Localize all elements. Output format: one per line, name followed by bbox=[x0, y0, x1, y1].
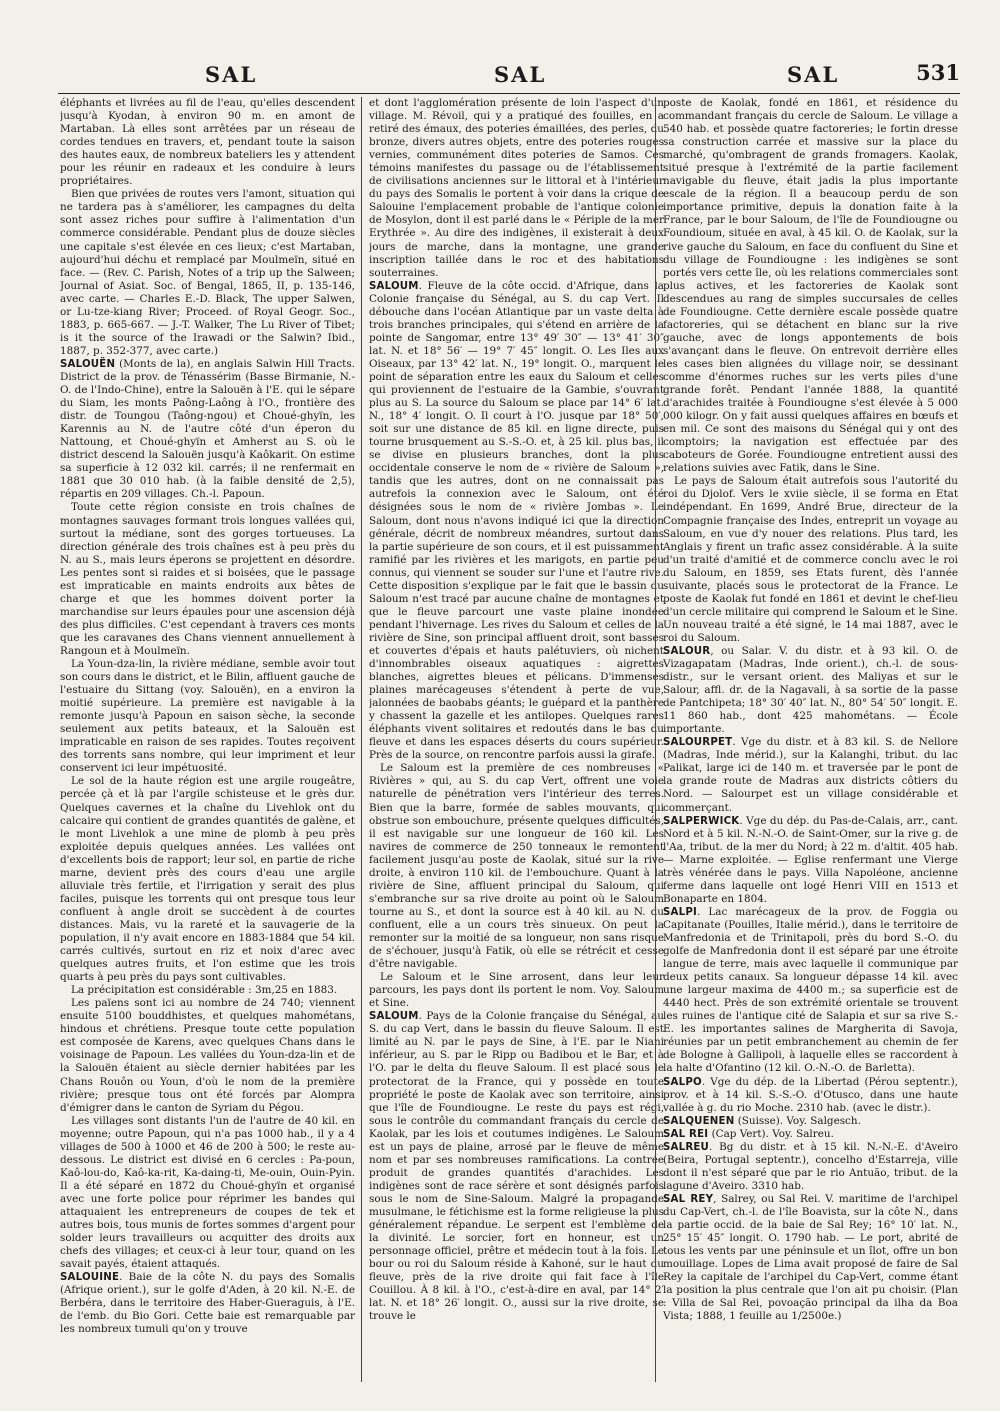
paragraph bbox=[60, 984, 355, 997]
dictionary-entry bbox=[663, 1115, 958, 1128]
paragraph-text: (Suisse). Voy. Salgesch. bbox=[734, 1114, 861, 1127]
entry-headword: SALPERWICK bbox=[663, 815, 740, 827]
page-number: 531 bbox=[916, 60, 960, 85]
entry-headword: SALPI bbox=[663, 906, 697, 918]
paragraph-text: . Bg du distr. et à 15 kil. N.-N.-E. d'Aveiro (Beira, Portugal septentr.), concelho d'Estarreja, ville dont il n'est séparé que par le rio Antuão, tribut. de la lagune d'Aveiro. 3310 hab. bbox=[663, 1140, 958, 1192]
paragraph-text: . Vge du dép. du Pas-de-Calais, arr., cant. Nord et à 5 kil. N.-N.-O. de Saint-Omer, sur la rive g. de l'Aa, tribut. de la mer du Nord; à 22 m. d'altit. 405 hab. — Marne exploitée. — Eglise renfermant une Vierge très vénérée dans le pays. Villa Napoléone, ancienne ferme dans laquelle ont logé Henri VIII en 1513 et Bonaparte en 1804. bbox=[663, 814, 958, 905]
running-header-left: SAL bbox=[205, 62, 258, 87]
paragraph-text: , ou Salar. V. du distr. et à 93 kil. O. de Vizagapatam (Madras, Inde orient.), ch.-l. de sous-distr., sur le versant orient. des Maliyas et sur le Salour, affl. dr. de la Nagavali, à sa sortie de la passe de Pantchipeta; 18° 30′ 40″ lat. N., 80° 54′ 50″ longit. E. 11 860 hab., dont 425 mahométans. — École importante. bbox=[663, 644, 958, 736]
entry-headword: SALOURPET bbox=[663, 737, 733, 749]
paragraph bbox=[60, 775, 355, 984]
paragraph-text: Le Saloum est la première de ces nombreuses « Rivières » qui, au S. du cap Vert, offrent une voie naturelle de pénétration vers l'intérieur des terres. Bien que la barre, formée de sables mouvants, qui obstrue son embouchure, présente quelques difficultés, il est navigable sur une longueur de 160 kil. Les navires de commerce de 250 tonneaux le remontent facilement jusqu'au poste de Kaolak, situé sur la rive droite, à environ 110 kil. de l'embouchure. Quant à la rivière de Sine, affluent principal du Saloum, qui s'embranche sur sa rive droite au point où le Saloum tourne au S., et dont la source est à 40 kil. au N. du confluent, elle a un cours très sinueux. On peut la remonter sur la moitié de sa longueur, non sans risque de s'échouer, jusqu'à Fatik, où elle se rétrécit et cesse d'être navigable. bbox=[369, 762, 664, 971]
paragraph-text: Toute cette région consiste en trois chaînes de montagnes sauvages formant trois longues vallées qui, surtout la médiane, sont des gorges tortueuses. La direction générale des trois chaînes est à peu près du N. au S., mais leurs éperons se projettent en désordre. Les pentes sont si raides et si boisées, que le passage est impraticable en maints endroits aux bêtes de charge et que les hommes doivent porter la marchandise sur leurs épaules pour une ascension déjà des plus difficiles. C'est cependant à travers ces monts que les caravanes des Chans viennent annuellement à Rangoun et à Moulmeïn. bbox=[60, 501, 355, 657]
dictionary-entry bbox=[663, 645, 958, 736]
dictionary-entry bbox=[60, 1271, 355, 1336]
paragraph bbox=[663, 97, 958, 475]
entry-headword: SALPO bbox=[663, 1076, 702, 1088]
entry-headword: SALOUINE bbox=[60, 1272, 120, 1284]
entry-headword: SALOUËN bbox=[60, 358, 116, 370]
text-column-3 bbox=[663, 97, 958, 1382]
dictionary-entry bbox=[663, 1193, 958, 1323]
paragraph-text: Le pays de Saloum était autrefois sous l'autorité du roi du Djolof. Vers le xviie siècle, il se forma en Etat indépendant. En 1699, André Brue, directeur de la Compagnie française des Indes, entreprit un voyage au Saloum, en vue d'y nouer des relations. Plus tard, les Anglais y firent un trafic assez considérable. À la suite d'un traité d'amitié et de commerce conclu avec le roi du Saloum, en 1859, ses Etats furent, dès l'année suivante, placés sous le protectorat de la France. Le poste de Kaolak fut fondé en 1861 et devint le chef-lieu d'un cercle militaire qui comprend le Saloum et le Sine. Un nouveau traité a été signé, le 14 mai 1887, avec le roi du Saloum. bbox=[663, 475, 958, 644]
paragraph-text: Le sol de la haute région est une argile rougeâtre, percée çà et là par l'argile schisteuse et le grès dur. Quelques cavernes et la chaîne du Livehlok ont du calcaire qui contient de grandes quantités de galène, et le mont Livehlok a une mine de plomb à peu près exploitée depuis quelques années. Les vallées ont d'excellents bois de rapport; leur sol, en partie de riche marne, devient près des cours d'eau une argile alluviale très fertile, et l'irrigation y serait des plus faciles, puisque les torrents qui ont presque tous leur confluent à angle droit se succèdent à de courtes distances. Mais, vu la rareté et la sauvagerie de la population, il n'y avait encore en 1883-1884 que 54 kil. carrés cultivés, surtout en riz et noix d'arec avec quelques autres fruits, et l'on estime que les trois quarts à peu près du pays sont cultivables. bbox=[60, 775, 355, 984]
paragraph bbox=[60, 997, 355, 1114]
entry-headword: SAL REI bbox=[663, 1128, 709, 1140]
entry-headword: SAL REY bbox=[663, 1193, 714, 1205]
dictionary-entry bbox=[663, 906, 958, 1076]
paragraph bbox=[369, 762, 664, 971]
running-header-center: SAL bbox=[494, 62, 547, 87]
dictionary-entry bbox=[369, 280, 664, 763]
paragraph-text: . Baie de la côte N. du pays des Somalis (Afrique orient.), sur le golfe d'Aden, à 20 kil. N.-E. de Berbéra, dans le territoire des Haber-Gueraguis, à l'E. de l'emb. du Bio Gori. Cette baie est remarquable par les nombreux tumuli qu'on y trouve bbox=[60, 1271, 355, 1336]
entry-headword: SALOUR bbox=[663, 645, 711, 657]
paragraph-text: , Salrey, ou Sal Rei. V. maritime de l'archipel du Cap-Vert, ch.-l. de l'île Boavista, sur la côte N., dans la partie occid. de la baie de Sal Rey; 16° 10′ lat. N., 25° 15′ 45″ longit. O. 1790 hab. — Le port, abrité de tous les vents par une péninsule et un îlot, offre un bon mouillage. Lopes de Lima avait proposé de faire de Sal Rey la capitale de l'archipel du Cap-Vert, comme étant la position la plus centrale que l'on ait pu choisir. (Plan : Villa de Sal Rei, povoação principal da ilha da Boa Vista; 1888, 1 feuille au 1/2500e.) bbox=[663, 1192, 958, 1323]
entry-headword: SALOUM bbox=[369, 1011, 419, 1023]
paragraph-text: (Monts de la), en anglais Salwin Hill Tracts. District de la prov. de Ténassérim (Basse Birmanie, N.-O. de l'Indo-Chine), entre la Salouën à l'E. qui le sépare du Siam, les monts Paông-Laông à l'O., frontière des distr. de Toungou (Taông-ngou) et Choué-ghyïn, les Karennis au N. de l'autre côté d'un éperon du Nattoung, et Choué-ghyïn et Amherst au S. où le district descend la Salouën jusqu'à Kaôkarit. On estime sa superficie à 12 032 kil. carrés; il ne renfermait en 1881 que 30 010 hab. (à la faible densité de 2,5), répartis en 209 villages. Ch.-l. Papoun. bbox=[60, 357, 355, 501]
text-column-2 bbox=[369, 97, 664, 1382]
entry-headword: SALREU bbox=[663, 1141, 709, 1153]
paragraph-text: La Youn-dza-lin, la rivière médiane, semble avoir tout son cours dans le district, et le Bilin, affluent gauche de l'estuaire du Sittang (voy. Salouën), en a environ la moitié supérieure. La première est navigable à la remonte jusqu'à Papoun en saison sèche, la seconde seulement aux petits bateaux, et la Salouën est impraticable en raison de ses rapides. Toutes reçoivent des torrents sans nombre, qui leur impriment et leur conservent ici leur impétuosité. bbox=[60, 658, 355, 775]
paragraph bbox=[60, 1115, 355, 1272]
text-column-1 bbox=[60, 97, 355, 1382]
paragraph bbox=[60, 658, 355, 775]
entry-headword: SALOUM bbox=[369, 280, 419, 292]
paragraph-text: et dont l'agglomération présente de loin l'aspect d'un village. M. Révoil, qui y a pratiqué des fouilles, en a retiré des émaux, des poteries émaillées, des perles, du bronze, divers autres objets, entre des poteries rouges vernies, communément dites poteries de Samos. Ces témoins manifestes du passage ou de l'établissement de civilisations anciennes sur le littoral et à l'intérieur du pays des Somalis le portent à voir dans la crique de Salouine l'emplacement probable de l'antique colonie de Mosylon, dont il est parlé dans le « Périple de la mer Erythrée ». Au dire des indigènes, il existerait à deux jours de marche, dans la montagne, une grande inscription taillée dans le roc et des habitations souterraines. bbox=[369, 97, 664, 279]
paragraph-text: Les villages sont distants l'un de l'autre de 40 kil. en moyenne; outre Papoun, qui n'a pas 1000 hab., il y a 4 villages de 500 à 1000 et 46 de 200 à 500; le reste au-dessous. Le district est divisé en 6 cercles : Pa-poun, Kaô-lou-do, Kaô-ka-rit, Ka-daing-ti, Me-ouin, Ouin-Pyin. Il a été séparé en 1872 du Choué-ghyïn et organisé avec une forte police pour réprimer les bandes qui attaquaient les entrepreneurs de coupes de tek et autres bois, tous munis de fortes sommes d'argent pour solder leurs travailleurs ou acquitter des droits aux chefs des villages; et ceux-ci à leur tour, quand on les savait payés, étaient attaqués. bbox=[60, 1114, 355, 1271]
dictionary-entry bbox=[369, 1010, 664, 1323]
paragraph bbox=[60, 188, 355, 358]
dictionary-entry bbox=[60, 358, 355, 502]
paragraph-text: . Lac marécageux de la prov. de Foggia ou Capitanate (Pouilles, Italie mérid.), dans le territoire de Manfredonia et de Trinitapoli, près du bord S.-O. du golfe de Manfredonia dont il est séparé par une étroite langue de terre, mais avec laquelle il communique par deux petits canaux. Sa longueur dépasse 14 kil. avec une largeur maxima de 4400 m.; sa superficie est de 4440 hect. Près de son extrémité orientale se trouvent les ruines de l'antique cité de Salapia et sur sa rive S.-E. les importantes salines de Margherita di Savoja, réunies par un petit embranchement au chemin de fer de Bologne à Gallipoli, à laquelle elles se raccordent à la halte d'Ofantino (12 kil. O.-N.-O. de Barletta). bbox=[663, 905, 958, 1075]
paragraph bbox=[60, 97, 355, 188]
dictionary-entry bbox=[663, 1076, 958, 1115]
paragraph-text: Bien que privées de routes vers l'amont, situation qui ne tardera pas à s'améliorer, les campagnes du delta sont assez riches pour suffire à l'alimentation d'un commerce considérable. Pendant plus de douze siècles une capitale s'est élevée en ces lieux; c'est Martaban, aujourd'hui déchu et remplacé par Moulmeïn, situé en face. — (Rev. C. Parish, Notes of a trip up the Salween; Journal of Asiat. Soc. of Bengal, 1865, II, p. 135-146, avec carte. — Charles E.-D. Black, The upper Salwen, or Lu-tze-kiang River; Proceed. of Royal Geogr. Soc., 1883, p. 665-667. — J.-T. Walker, The Lu River of Tibet; is it the source of the Irawadi or the Salwin? Ibid., 1887, p. 352-377, avec carte.) bbox=[60, 188, 355, 357]
entry-headword: SALQUENEN bbox=[663, 1115, 735, 1127]
paragraph-text: . Fleuve de la côte occid. d'Afrique, dans la Colonie française du Sénégal, au S. du cap Vert. Il débouche dans l'océan Atlantique par un vaste delta à trois branches principales, qui s'étend en arrière de la pointe de Sangomar, entre 13° 49′ 30″ — 13° 41′ 30″ lat. N. et 18° 56′ — 19° 7′ 45″ longit. O. Les Iles aux Oiseaux, par 13° 42′ lat. N., 19° longit. O., marquent le point de séparation entre les eaux du Saloum et celles qui proviennent de l'estuaire de la Gambie, s'ouvrant plus au S. La source du Saloum se place par 14° 6′ lat. N., 18° 4′ longit. O. Il court à l'O. jusque par 18° 50′, soit sur une distance de 85 kil. en ligne directe, puis tourne brusquement au S.-S.-O. et, à 25 kil. plus bas, il se divise en plusieurs branches, dont la plus occidentale conserve le nom de « rivière de Saloum », tandis que les autres, dont on ne connaissait pas autrefois la connexion avec le Saloum, ont été désignées sous le nom de « rivière Jombas ». Le Saloum, dont nous n'avons indiqué ici que la direction générale, décrit de nombreux méandres, surtout dans la partie supérieure de son cours, et il est puissamment ramifié par les rivières et les marigots, en partie peu connus, qui viennent se souder sur l'une et l'autre rive. Cette disposition s'explique par le fait que le bassin du Saloum n'est tracé par aucune chaîne de montagnes et que le fleuve parcourt une vaste plaine inondée pendant l'hivernage. Les rives du Saloum et celles de la rivière de Sine, son principal affluent droit, sont basses et couvertes d'épais et hauts palétuviers, où nichent d'innombrables oiseaux aquatiques : aigrettes blanches, aigrettes bleues et pélicans. D'immenses plaines marécageuses s'étendent à perte de vue, jalonnées de baobabs géants; le guépard et la panthère y chassent la gazelle et les antilopes. Quelques rares éléphants vivent solitaires et redoutés dans le bas du fleuve et dans les espaces déserts du cours supérieur. Près de la source, on rencontre parfois aussi la girafe. bbox=[369, 279, 664, 762]
dictionary-entry bbox=[663, 815, 958, 906]
dictionary-entry bbox=[663, 1128, 958, 1141]
column-separator bbox=[361, 97, 362, 1382]
paragraph bbox=[369, 971, 664, 1010]
header-rule bbox=[58, 93, 960, 94]
paragraph-text: éléphants et livrées au fil de l'eau, qu'elles descendent jusqu'à Kyodan, à environ 90 m. en amont de Martaban. Là elles sont arrêtées par un réseau de cordes tendues en travers, et, pendant toute la saison des hautes eaux, de nombreux bateliers les y attendent pour les réunir en radeaux et les conduire à leurs propriétaires. bbox=[60, 97, 355, 188]
running-header-right: SAL bbox=[787, 62, 840, 87]
dictionary-entry bbox=[663, 736, 958, 814]
paragraph bbox=[369, 97, 664, 280]
dictionary-entry bbox=[663, 1141, 958, 1193]
paragraph bbox=[663, 475, 958, 645]
paragraph-text: . Pays de la Colonie française du Sénégal, au S. du cap Vert, dans le bassin du fleuve Saloum. Il est limité au N. par le pays de Sine, à l'E. par le Niani inférieur, au S. par le Ripp ou Badibou et le Bar, et à l'O. par le delta du fleuve Saloum. Il est placé sous le protectorat de la France, qui y possède en toute propriété le poste de Kaolak avec son territoire, ainsi que l'île de Foundiougne. Le reste du pays est régi, sous le contrôle du commandant français du cercle de Kaolak, par les lois et coutumes indigènes. Le Saloum est un pays de plaine, arrosé par le fleuve de même nom et par ses nombreuses ramifications. La contrée produit de grandes quantités d'arachides. Les indigènes sont de race sérère et sont désignés parfois sous le nom de Sine-Saloum. Malgré la propagande musulmane, le fétichisme est la forme religieuse la plus généralement répandue. Le serpent est l'emblème de la divinité. Le sorcier, fort en honneur, est un personnage officiel, prêtre et médecin tout à la fois. Le bour ou roi du Saloum réside à Kahoné, sur le haut du fleuve, près de la rive droite qui fait face à l'île Couillou. À 8 kil. à l'O., c'est-à-dire en aval, par 14° 2′ lat. N. et 18° 26′ longit. O., aussi sur la rive droite, se trouve le bbox=[369, 1010, 664, 1323]
paragraph-text: La précipitation est considérable : 3m,25 en 1883. bbox=[71, 984, 338, 997]
paragraph-text: Le Saloum et le Sine arrosent, dans leur leur parcours, les pays dont ils portent le nom. Voy. Saloum et Sine. bbox=[369, 971, 664, 1010]
paragraph-text: Les païens sont ici au nombre de 24 740; viennent ensuite 5100 bouddhistes, et quelques mahométans, hindous et chrétiens. Presque toute cette population est composée de Karens, avec quelques Chans dans le voisinage de Papoun. Les vallées du Youn-dza-lin et de la Salouën étaient au siècle dernier habitées par les Chans Rouôn ou Youn, d'où le nom de la première rivière; presque tous ont été forcés par Alompra d'émigrer dans le canton de Syriam du Pégou. bbox=[60, 997, 355, 1114]
paragraph bbox=[60, 501, 355, 658]
paragraph-text: (Cap Vert). Voy. Salreu. bbox=[708, 1127, 834, 1140]
paragraph-text: poste de Kaolak, fondé en 1861, et résidence du commandant français du cercle de Saloum. Le village a 540 hab. et possède quatre factoreries; le fortin dresse sa construction carrée et massive sur la place du marché, qu'ombragent de grands fromagers. Kaolak, situé presque à l'extrémité de la partie facilement navigable du fleuve, était jadis la plus importante escale de la région. Il a beaucoup perdu de son importance primitive, depuis la donation faite à la France, par le bour Saloum, de l'île de Foundiougne ou Foundioum, située en aval, à 45 kil. O. de Kaolak, sur la rive gauche du Saloum, en face du confluent du Sine et du village de Foundiougne : les indigènes se sont portés vers cette île, où les relations commerciales sont plus actives, et les factoreries de Kaolak sont descendues au rang de simples succursales de celles de Foundiougne. Cette dernière escale possède quatre factoreries, qui se détachent en blanc sur la rive gauche, avec de longs appontements de bois s'avançant dans le fleuve. On entrevoit derrière elles les cases bien alignées du village noir, se dessinant comme d'énormes ruches sur les verts piles d'une grande forêt. Pendant l'année 1888, la quantité d'arachides traitée à Foundiougne s'est élevée à 5 000 000 kilogr. On y fait aussi quelques affaires en bœufs et en mil. Ce sont des maisons du Sénégal qui y ont des comptoirs; la navigation est effectuée par des caboteurs de Gorée. Foundiougne entretient aussi des relations suivies avec Fatik, dans le Sine. bbox=[663, 97, 958, 475]
paragraph-text: . Vge du distr. et à 83 kil. S. de Nellore (Madras, Inde mérid.), sur la Kalanghi, tribut. du lac Palikat, large ici de 140 m. et traversée par le pont de la grande route de Madras aux districts côtiers du Nord. — Salourpet est un village considérable et commerçant. bbox=[663, 736, 958, 814]
paragraph-text: . Vge du dép. de la Libertad (Pérou septentr.), prov. et à 14 kil. S.-S.-O. d'Otusco, dans une haute vallée à g. du rio Moche. 2310 hab. (avec le distr.). bbox=[663, 1075, 958, 1114]
column-separator bbox=[655, 97, 656, 1382]
